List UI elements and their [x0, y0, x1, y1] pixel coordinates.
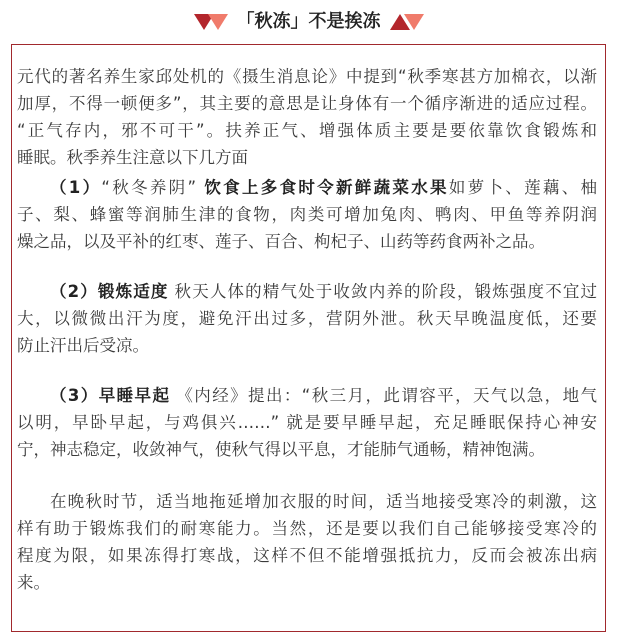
article-title-bar [0, 5, 617, 39]
tip-number: （1） [50, 178, 102, 197]
text-line: 睡眠。秋季养生注意以下几方面 [17, 148, 248, 167]
text-line: 加厚，不得一顿便多”，其主要的意思是让身体有一个循序渐进的适应过程。 [17, 94, 597, 113]
tip-tag: “秋冬养阴” [101, 178, 197, 197]
text-line: 以明，早卧早起，与鸡俱兴……” 就是要早睡早起，充足睡眠保持心神安 [17, 413, 597, 432]
text-line [17, 382, 597, 409]
text-line: 元代的著名养生家邱处机的《摄生消息论》中提到“秋季寒甚方加棉衣，以渐 [17, 67, 597, 86]
text-line: 燥之品，以及平补的红枣、莲子、百合、枸杞子、山药等药食两补之品。 [17, 232, 545, 251]
text-line: 宁，神志稳定，收敛神气，使秋气得以平息，才能肺气通畅，精神饱满。 [17, 440, 545, 459]
text-line: 来。 [17, 573, 50, 592]
triangle-down-icon [404, 14, 424, 30]
tip-paragraph-exercise [17, 278, 597, 359]
article-box [11, 44, 606, 632]
tip-text: 如萝卜、莲藕、柚 [448, 178, 598, 197]
triangle-down-icon [208, 14, 228, 30]
text-line: “正气存内，邪不可干”。扶养正气、增强体质主要是要依靠饮食锻炼和 [17, 121, 597, 140]
intro-paragraph [17, 63, 597, 171]
text-line: 程度为限，如果冻得打寒战，这样不但不能增强抵抗力，反而会被冻出病 [17, 546, 597, 565]
tip-text: 《内经》提出：“秋三月，此谓容平，天气以急，地气 [176, 386, 597, 405]
text-line [17, 278, 597, 305]
conclusion-paragraph [17, 488, 597, 596]
tip-text: 秋天人体的精气处于收敛内养的阶段，锻炼强度不宜过 [174, 282, 598, 301]
tip-paragraph-diet [17, 174, 597, 255]
title-ornament-right [390, 5, 424, 39]
tip-heading: 饮食上多食时令新鲜蔬菜水果 [202, 178, 449, 197]
text-line: 大，以微微出汗为度，避免汗出过多，营阴外泄。秋天早晚温度低，还要 [17, 309, 597, 328]
text-line: 在晚秋时节，适当地拖延增加衣服的时间，适当地接受寒冷的刺激，这 [50, 492, 597, 511]
text-line [17, 174, 597, 201]
text-line: 防止汗出后受凉。 [17, 336, 149, 355]
tip-heading: （3）早睡早起 [50, 386, 171, 405]
title-ornament-left [194, 5, 228, 39]
text-line: 样有助于锻炼我们的耐寒能力。当然，还是要以我们自己能够接受寒冷的 [17, 519, 597, 538]
tip-heading: （2）锻炼适度 [50, 282, 169, 301]
article-title: 「秋冻」不是挨冻 [236, 11, 381, 32]
tip-paragraph-sleep [17, 382, 597, 463]
text-line: 子、梨、蜂蜜等润肺生津的食物，肉类可增加兔肉、鸭肉、甲鱼等养阴润 [17, 205, 597, 224]
